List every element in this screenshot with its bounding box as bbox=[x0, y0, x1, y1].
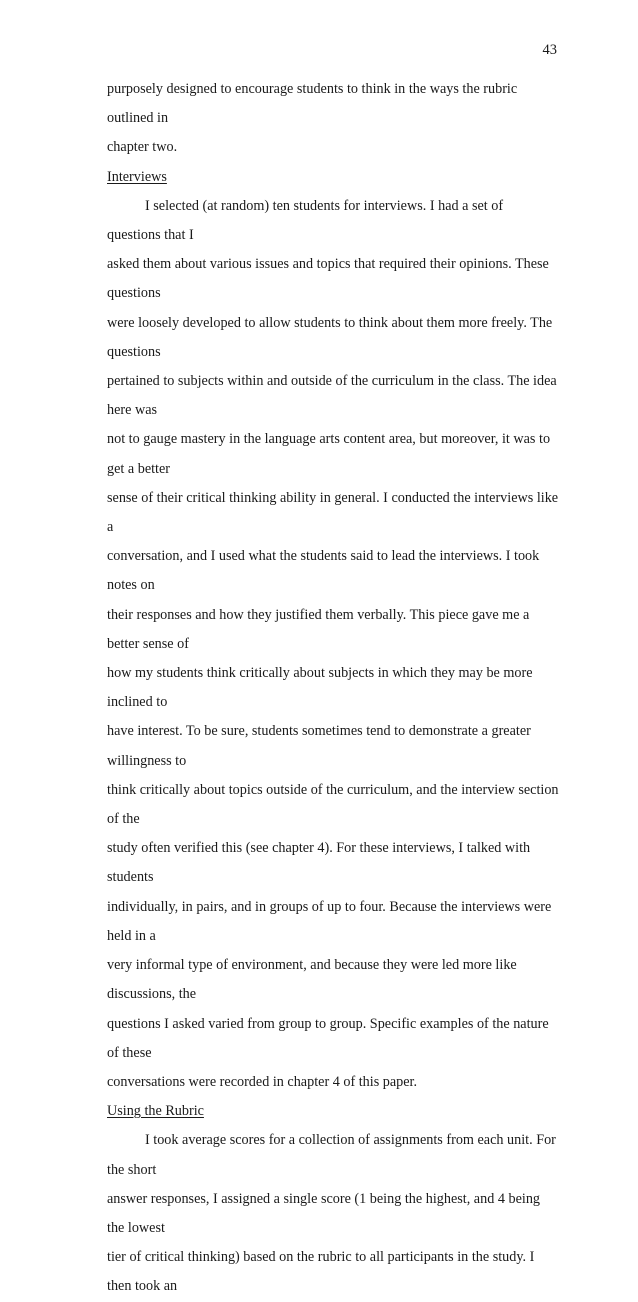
text-line: think critically about topics outside of the curriculum, and the interview section of the bbox=[107, 781, 559, 828]
text-line: how my students think critically about subjects in which they may be more inclined to bbox=[107, 665, 533, 711]
text-line: chapter two. bbox=[107, 139, 178, 156]
text-line: purposely designed to encourage students to think in the ways the rubric outlined in bbox=[107, 81, 518, 127]
text-line: tier of critical thinking) based on the rubric to all participants in the study. I then took an bbox=[107, 1249, 535, 1295]
text-line: I took average scores for a collection of assignments from each unit. For the short bbox=[107, 1132, 556, 1178]
text-line: have interest. To be sure, students sometimes tend to demonstrate a greater willingness to bbox=[107, 723, 531, 769]
text-line: were loosely developed to allow students to think about them more freely. The questions bbox=[107, 314, 553, 360]
text-line: not to gauge mastery in the language arts content area, but moreover, it was to get a better bbox=[107, 431, 551, 477]
text-line: conversation, and I used what the students said to lead the interviews. I took notes on bbox=[107, 548, 540, 594]
text-line: conversations were recorded in chapter 4 of this paper. bbox=[107, 1073, 418, 1090]
body-text bbox=[107, 75, 559, 1302]
text-line: their responses and how they justified them verbally. This piece gave me a better sense of bbox=[107, 606, 530, 652]
text-line: very informal type of environment, and because they were led more like discussions, the bbox=[107, 957, 517, 1003]
text-line: pertained to subjects within and outside of the curriculum in the class. The idea here was bbox=[107, 373, 557, 419]
text-line: I selected (at random) ten students for interviews. I had a set of questions that I bbox=[107, 197, 504, 244]
text-line: study often verified this (see chapter 4). For these interviews, I talked with students bbox=[107, 840, 531, 886]
text-line: sense of their critical thinking ability in general. I conducted the interviews like a bbox=[107, 489, 559, 536]
page-number: 43 bbox=[542, 42, 557, 58]
text-line: questions I asked varied from group to group. Specific examples of the nature of these bbox=[107, 1015, 549, 1061]
text-line: asked them about various issues and topics that required their opinions. These questions bbox=[107, 256, 549, 302]
section-heading-using-the-rubric: Using the Rubric bbox=[107, 1103, 204, 1120]
section-heading-interviews: Interviews bbox=[107, 168, 167, 185]
text-line: answer responses, I assigned a single score (1 being the highest, and 4 being the lowest bbox=[107, 1190, 541, 1236]
text-line: individually, in pairs, and in groups of up to four. Because the interviews were held in a bbox=[107, 898, 552, 944]
